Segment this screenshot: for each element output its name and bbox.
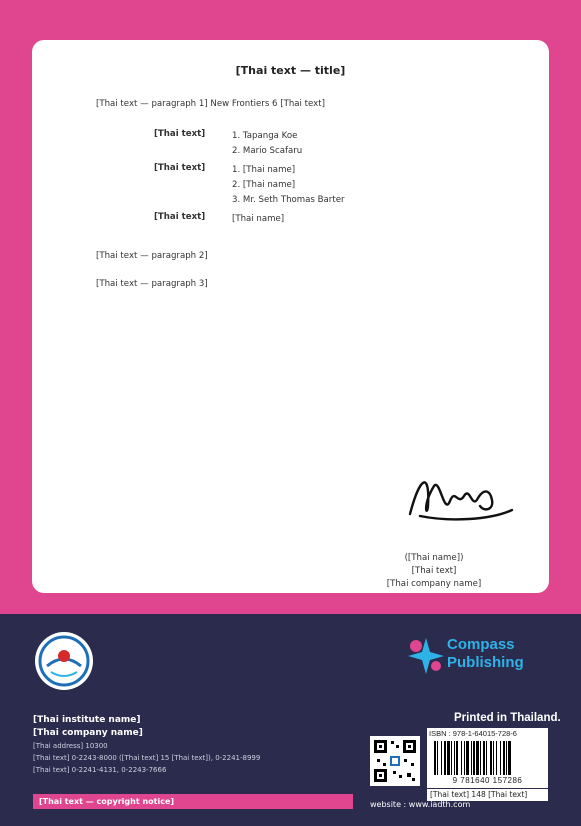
certificate-paragraph-3: [Thai text — paragraph 3] xyxy=(96,279,208,289)
phone-line: [Thai text] 0-2243-8000 ([Thai text] 15 [Thai text]), 0-2241-8999 xyxy=(33,754,261,762)
signer-name: ([Thai name]) xyxy=(404,553,464,563)
signature-icon xyxy=(400,466,520,526)
staff-name: [Thai name] xyxy=(232,214,285,224)
website-link[interactable]: website : www.iadth.com xyxy=(370,800,471,809)
staff-name: 2. Mario Scafaru xyxy=(232,146,303,156)
signer-position: [Thai text] xyxy=(411,566,457,576)
staff-role: [Thai text] xyxy=(154,129,206,139)
staff-role: [Thai text] xyxy=(154,212,206,222)
staff-name: 1. [Thai name] xyxy=(232,165,296,175)
company-name: [Thai company name] xyxy=(33,728,143,738)
institute-info xyxy=(33,714,260,776)
institute-name: [Thai institute name] xyxy=(33,715,141,725)
barcode-icon xyxy=(433,741,543,775)
printed-in: Printed in Thailand. xyxy=(454,712,561,724)
copyright-notice: [Thai text — copyright notice] xyxy=(33,794,353,809)
staff-name: 2. [Thai name] xyxy=(232,180,296,190)
compass-logo-icon xyxy=(406,636,446,676)
publisher-brand: Compass Publishing xyxy=(447,636,524,671)
isbn-barcode-box xyxy=(427,728,548,788)
barcode-number: 9 781640 157286 xyxy=(452,776,523,785)
fax-line: [Thai text] 0-2241-4131, 0-2243-7666 xyxy=(33,766,167,774)
certificate-paragraph-1: [Thai text — paragraph 1] New Frontiers 6 [Thai text] xyxy=(96,99,325,109)
signature-block xyxy=(32,458,549,593)
address-line: [Thai address] 10300 xyxy=(33,742,108,750)
staff-role: [Thai text] xyxy=(154,163,206,173)
signature-text xyxy=(354,552,514,591)
price-label: [Thai text] 148 [Thai text] xyxy=(427,789,548,801)
qr-code-icon xyxy=(370,736,420,786)
staff-group-editor xyxy=(154,212,513,227)
signer-company: [Thai company name] xyxy=(386,579,482,589)
staff-group-authors xyxy=(154,129,513,159)
certificate-card xyxy=(32,40,549,593)
certificate-title: [Thai text — title] xyxy=(235,64,346,77)
staff-name: 1. Tapanga Koe xyxy=(232,131,298,141)
staff-group-reviewers xyxy=(154,163,513,208)
institute-seal-icon xyxy=(33,630,95,692)
isbn-number: ISBN : 978-1-64015-728-6 xyxy=(429,729,517,738)
staff-name: 3. Mr. Seth Thomas Barter xyxy=(232,195,345,205)
staff-list xyxy=(154,129,513,227)
footer xyxy=(0,614,581,826)
certificate-paragraph-2: [Thai text — paragraph 2] xyxy=(96,251,208,261)
